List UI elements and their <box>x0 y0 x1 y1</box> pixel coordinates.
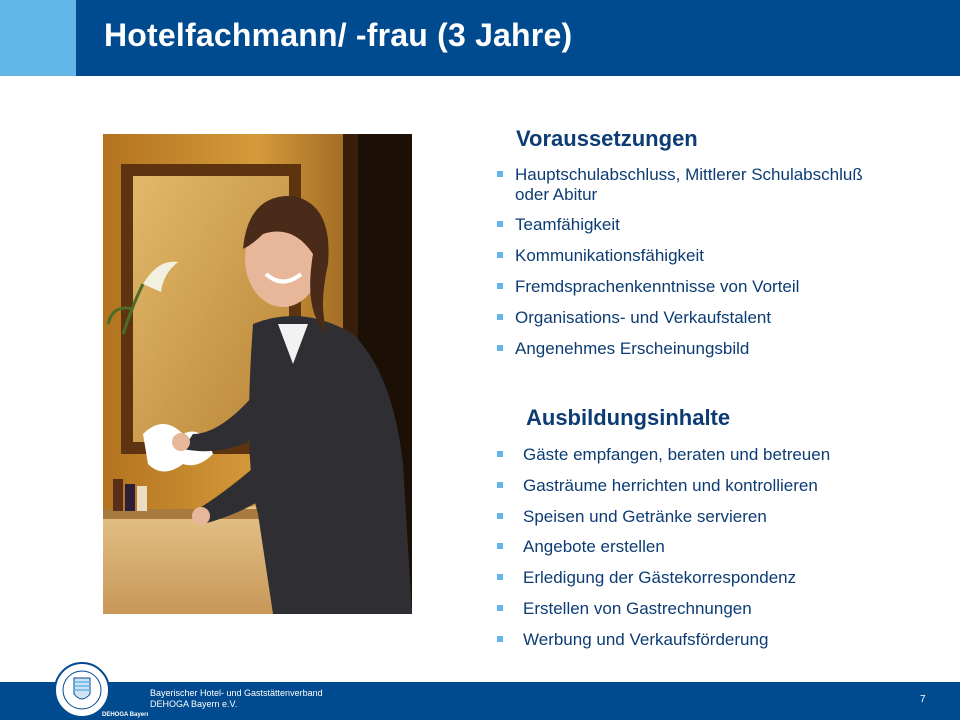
training-contents-list <box>497 445 927 661</box>
bullet-icon <box>497 221 503 227</box>
bullet-icon <box>497 451 503 457</box>
list-item: Erledigung der Gästekorrespondenz <box>497 568 927 588</box>
bullet-icon <box>497 283 503 289</box>
svg-text:DEHOGA Bayern: DEHOGA Bayern <box>102 712 148 718</box>
list-item: Speisen und Getränke servieren <box>497 507 927 527</box>
list-item: Kommunikationsfähigkeit <box>497 246 897 266</box>
bullet-icon <box>497 252 503 258</box>
list-item: Werbung und Verkaufsförderung <box>497 630 927 650</box>
dehoga-logo <box>52 660 148 720</box>
list-item: Angebote erstellen <box>497 537 927 557</box>
list-item: Gasträume herrichten und kontrollieren <box>497 476 927 496</box>
bullet-icon <box>497 345 503 351</box>
section-title-requirements: Voraussetzungen <box>516 126 698 151</box>
requirements-list <box>497 165 897 370</box>
bullet-icon <box>497 513 503 519</box>
bullet-icon <box>497 574 503 580</box>
list-item: Teamfähigkeit <box>497 215 897 235</box>
hotel-staff-photo <box>103 134 412 614</box>
photo-image <box>103 134 412 614</box>
list-item: Gäste empfangen, beraten und betreuen <box>497 445 927 465</box>
bullet-icon <box>497 543 503 549</box>
list-item: Fremdsprachenkenntnisse von Vorteil <box>497 277 897 297</box>
section-title-training-contents: Ausbildungsinhalte <box>526 405 731 430</box>
list-item: Hauptschulabschluss, Mittlerer Schulabschluß oder Abitur <box>497 165 897 205</box>
dehoga-seal-icon <box>52 660 148 720</box>
bullet-icon <box>497 482 503 488</box>
bullet-icon <box>497 605 503 611</box>
header-accent-block <box>0 0 76 76</box>
bullet-icon <box>497 636 503 642</box>
list-item: Organisations- und Verkaufstalent <box>497 308 897 328</box>
list-item: Angenehmes Erscheinungsbild <box>497 339 897 359</box>
page-title: Hotelfachmann/ -frau (3 Jahre) <box>104 17 573 53</box>
footer-organization: Bayerischer Hotel- und Gaststättenverband DEHOGA Bayern e.V. <box>150 688 323 709</box>
list-item: Erstellen von Gastrechnungen <box>497 599 927 619</box>
page-number: 7 <box>920 694 926 705</box>
bullet-icon <box>497 171 503 177</box>
bullet-icon <box>497 314 503 320</box>
